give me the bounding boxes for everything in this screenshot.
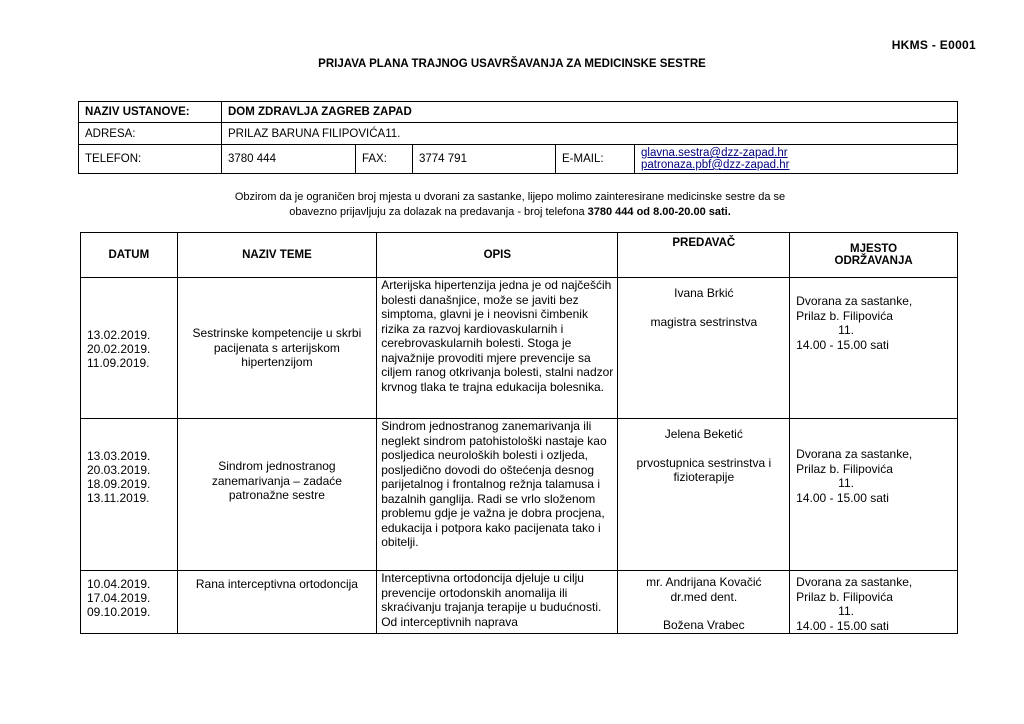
institution-name-value: DOM ZDRAVLJA ZAGREB ZAPAD xyxy=(222,102,958,123)
table-row xyxy=(81,278,958,419)
fax-label: FAX: xyxy=(356,145,413,174)
notice-text xyxy=(80,190,940,220)
table-row xyxy=(81,419,958,571)
header-naziv-teme: NAZIV TEME xyxy=(177,233,377,278)
dates-cell: 13.03.2019. 20.03.2019. 18.09.2019. 13.11.2019. xyxy=(81,419,178,571)
phone-value: 3780 444 xyxy=(222,145,356,174)
dates-cell: 10.04.2019. 17.04.2019. 09.10.2019. xyxy=(81,571,178,634)
header-opis: OPIS xyxy=(377,233,618,278)
lecture-schedule-table xyxy=(80,232,958,634)
table-row xyxy=(81,571,958,634)
email-values xyxy=(635,145,958,174)
lecturer-cell: mr. Andrijana Kovačić dr.med dent. Božena Vrabec xyxy=(618,571,790,634)
header-predavac: PREDAVAČ xyxy=(618,233,790,278)
header-datum: DATUM xyxy=(81,233,178,278)
document-title: PRIJAVA PLANA TRAJNOG USAVRŠAVANJA ZA MEDICINSKE SESTRE xyxy=(318,58,706,70)
fax-value: 3774 791 xyxy=(413,145,556,174)
topic-cell: Sestrinske kompetencije u skrbi pacijenata s arterijskom hipertenzijom xyxy=(177,278,377,419)
institution-info-table xyxy=(78,101,958,174)
lecturer-cell: Ivana Brkić magistra sestrinstva xyxy=(618,278,790,419)
notice-phone-hours: 3780 444 od 8.00-20.00 sati. xyxy=(587,206,731,218)
address-label: ADRESA: xyxy=(79,123,222,145)
notice-line-1: Obzirom da je ograničen broj mjesta u dvorani za sastanke, lijepo molimo zainteresirane medicinske sestre da se xyxy=(234,191,786,203)
email-label: E-MAIL: xyxy=(556,145,635,174)
dates-cell: 13.02.2019. 20.02.2019. 11.09.2019. xyxy=(81,278,178,419)
form-code: HKMS - E0001 xyxy=(891,38,976,52)
place-cell: Dvorana za sastanke, Prilaz b. Filipovića 11. 14.00 - 15.00 sati xyxy=(790,419,958,571)
email-link-patronaza[interactable]: patronaza.pbf@dzz-zapad.hr xyxy=(641,159,790,171)
notice-line-2: obavezno prijavljuju za dolazak na predavanja - broj telefona 3780 444 od 8.00-20.00 sati. xyxy=(289,206,731,218)
description-cell: Arterijska hipertenzija jedna je od najčešćih bolesti današnjice, može se javiti bez simptoma, glavni je i neovisni čimbenik rizika za razvoj kardiovaskularnih i cerebrovaskularnih bolesti. Stoga je najvažnije provoditi mjere prevencije sa ciljem ranog otkrivanja bolesti, stalni nadzor krvnog tlaka te trajna edukacija bolesnika. xyxy=(377,278,618,419)
topic-cell: Rana interceptivna ortodoncija xyxy=(177,571,377,634)
description-cell: Interceptivna ortodoncija djeluje u cilju prevencije ortodonskih anomalija ili skraćivanju trajanja terapije u budućnosti. Od interceptivnih naprava xyxy=(377,571,618,634)
phone-label: TELEFON: xyxy=(79,145,222,174)
description-cell: Sindrom jednostranog zanemarivanja ili neglekt sindrom patohistološki nastaje kao posljedica neuroloških bolesti i ozljeda, posljedično dovodi do oštećenja desnog parijetalnog i frontalnog režnja talamusa i bazalnih ganglija. Radi se vrlo složenom problemu gdje je važna je dobra procjena, edukacija i potpora kako pacijenata tako i obitelji. xyxy=(377,419,618,571)
place-cell: Dvorana za sastanke, Prilaz b. Filipovića 11. 14.00 - 15.00 sati xyxy=(790,571,958,634)
topic-cell: Sindrom jednostranog zanemarivanja – zadaće patronažne sestre xyxy=(177,419,377,571)
lecturer-cell: Jelena Beketić prvostupnica sestrinstva i fizioterapije xyxy=(618,419,790,571)
institution-name-label: NAZIV USTANOVE: xyxy=(79,102,222,123)
place-cell: Dvorana za sastanke, Prilaz b. Filipovića 11. 14.00 - 15.00 sati xyxy=(790,278,958,419)
address-value: PRILAZ BARUNA FILIPOVIĆA11. xyxy=(222,123,958,145)
email-link-glavna-sestra[interactable]: glavna.sestra@dzz-zapad.hr xyxy=(641,147,788,159)
header-mjesto-odrzavanja: MJESTO ODRŽAVANJA xyxy=(790,233,958,278)
